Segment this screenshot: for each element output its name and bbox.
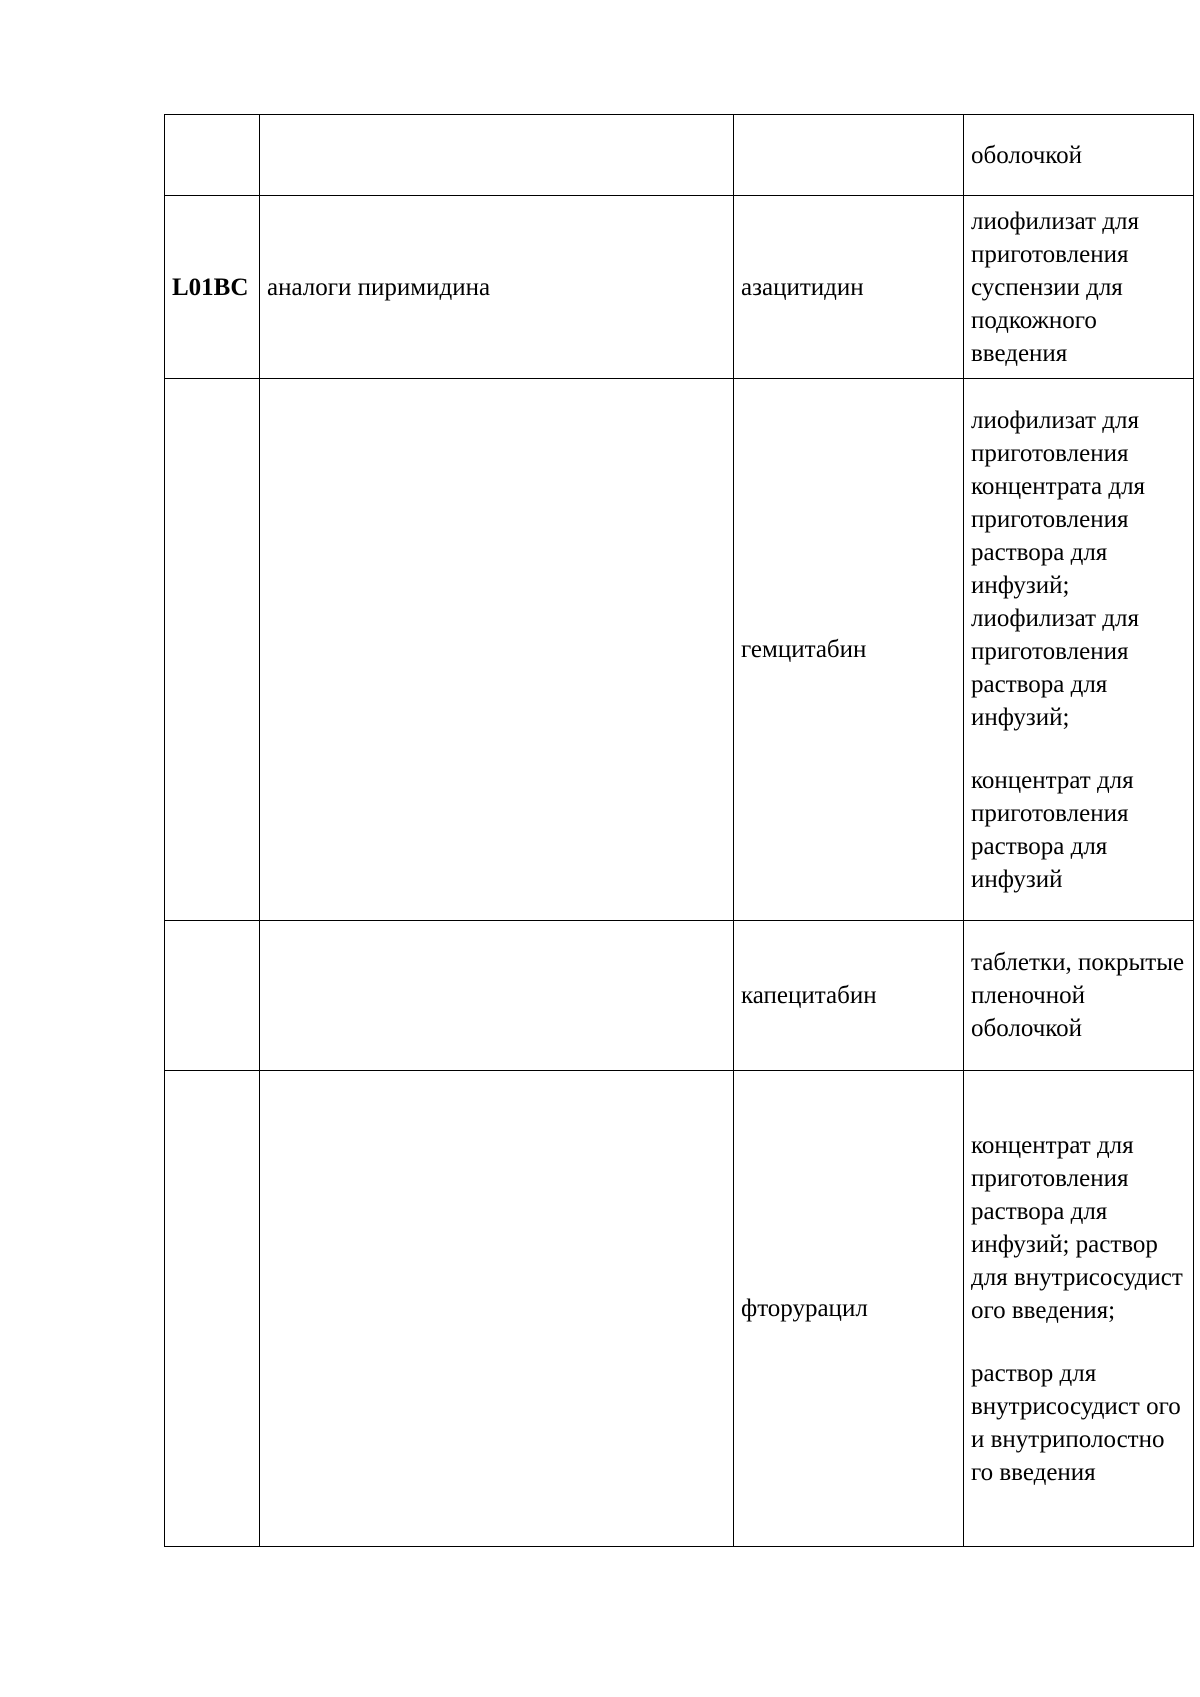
table-row [165, 1071, 1194, 1547]
table-row [165, 379, 1194, 921]
dosage-form-text: раствор для внутрисосудист ого и внутриполостно го введения [971, 1359, 1181, 1486]
dosage-form-text: лиофилизат для приготовления суспензии для подкожного введения [971, 207, 1139, 367]
group-name-cell [260, 1071, 734, 1547]
dosage-form-text: концентрат для приготовления раствора для инфузий; раствор для внутрисосудист ого введения; [971, 1131, 1183, 1324]
drug-name-cell: азацитидин [734, 196, 964, 379]
table-row [165, 921, 1194, 1071]
atc-code-cell [165, 379, 260, 921]
atc-code-cell [165, 115, 260, 196]
dosage-form-text: оболочкой [971, 141, 1083, 169]
table-row [165, 196, 1194, 379]
dosage-form-text: таблетки, покрытые пленочной оболочкой [971, 949, 1185, 1042]
group-name-cell: аналоги пиримидина [260, 196, 734, 379]
table-row [165, 115, 1194, 196]
drug-name-cell [734, 115, 964, 196]
atc-code-cell: L01BC [165, 196, 260, 379]
dosage-form-cell [964, 379, 1194, 921]
group-name-cell [260, 379, 734, 921]
paragraph-gap [971, 1327, 1186, 1357]
group-name-cell [260, 921, 734, 1071]
paragraph-gap [971, 734, 1186, 764]
dosage-form-cell [964, 115, 1194, 196]
dosage-form-text: концентрат для приготовления раствора для инфузий [971, 766, 1134, 893]
dosage-form-text: лиофилизат для приготовления концентрата для приготовления раствора для инфузий; лиофилизат для приготовления раствора для инфузий; [971, 406, 1146, 731]
drug-name-cell: капецитабин [734, 921, 964, 1071]
atc-code-cell [165, 921, 260, 1071]
drug-name-cell: гемцитабин [734, 379, 964, 921]
dosage-form-cell [964, 921, 1194, 1071]
atc-code-cell [165, 1071, 260, 1547]
dosage-form-cell [964, 1071, 1194, 1547]
drug-table [164, 114, 1194, 1547]
dosage-form-cell [964, 196, 1194, 379]
drug-name-cell: фторурацил [734, 1071, 964, 1547]
group-name-cell [260, 115, 734, 196]
